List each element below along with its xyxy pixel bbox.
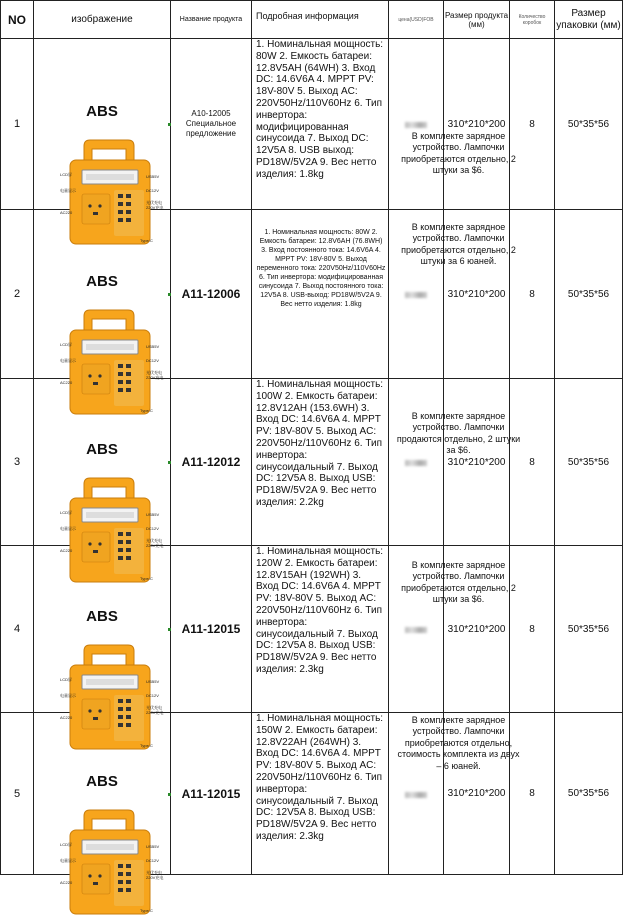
header-size: Размер продукта (мм) — [444, 1, 510, 39]
header-row — [1, 1, 623, 39]
package-size: 50*35*56 — [555, 713, 623, 875]
port-icon — [126, 707, 131, 711]
label-typec: Type-C — [140, 907, 153, 913]
accessory-note: В комплекте зарядное устройство. Лампочки приобретаются отдельно, стоимость комплекта из двух – 6 юаней. — [397, 714, 520, 771]
port-icon — [118, 372, 123, 376]
label-charge: 220V充电 — [146, 375, 164, 380]
package-size: 50*35*56 — [555, 39, 623, 210]
ac-socket — [82, 699, 110, 729]
material-label: ABS — [86, 273, 118, 290]
port-icon — [118, 388, 123, 392]
label-typec: Type-C — [140, 576, 153, 581]
port-icon — [126, 872, 131, 876]
socket-hole — [88, 874, 91, 877]
port-icon — [118, 364, 123, 368]
socket-hole — [88, 374, 91, 377]
label-meter: 电量显示 — [60, 857, 76, 863]
label-solar: 光伏充电 — [146, 538, 162, 543]
product-name-cell — [171, 713, 252, 875]
header-name: Название продукта — [171, 1, 252, 39]
socket-hole — [93, 882, 98, 885]
label-usb: USB5V — [146, 679, 160, 684]
label-usb: USB5V — [146, 344, 160, 349]
label-meter: 电量显示 — [60, 526, 76, 531]
label-dc: DC12V — [146, 526, 159, 531]
port-icon — [118, 540, 123, 544]
label-solar: 光伏充电 — [146, 370, 162, 375]
port-icon — [118, 532, 123, 536]
price-cell — [389, 379, 444, 546]
handle-shape — [84, 810, 134, 832]
cell-marker — [168, 461, 171, 464]
package-size: 50*35*56 — [555, 379, 623, 546]
header-image: изображение — [34, 1, 171, 39]
socket-hole — [98, 709, 101, 712]
port-icon — [118, 864, 123, 868]
label-usb: USB5V — [146, 512, 160, 517]
blurred-price — [405, 792, 427, 798]
port-icon — [126, 194, 131, 198]
port-icon — [118, 872, 123, 876]
accessory-note: В комплекте зарядное устройство. Лампочки приобретаются отдельно, 2 штуки за 6 юаней. — [401, 221, 516, 266]
product-name-cell — [171, 379, 252, 546]
socket-hole — [98, 204, 101, 207]
product-name: A11-12006 — [181, 287, 241, 301]
product-info: 1. Номинальная мощность: 150W 2. Емкость батареи: 12.8V22AH (264WH) 3. Вход DC: 14.6V6A 4. MPPT PV: 18V-80V 5. Выход AC: 220V50Hz/110V60Hz 6. Тип инвертора: синусоидальный 7. Выход DC: 12V5A 8. Выход USB: PD18W/5V2A 9. Вес нетто изделия: 2.3kg — [252, 713, 389, 875]
product-info: 1. Номинальная мощность: 100W 2. Емкость батареи: 12.8V12AH (153.6WH) 3. Вход DC: 14.6V6A 4. MPPT PV: 18V-80V 5. Выход AC: 220V50Hz/110V60Hz 6. Тип инвертора: синусоидальный 7. Выход DC: 12V5A 8. Выход USB: PD18W/5V2A 9. Вес нетто изделия: 2.2kg — [252, 379, 389, 546]
label-charge: 220V充电 — [146, 543, 164, 548]
socket-hole — [93, 717, 98, 720]
port-icon — [126, 210, 131, 214]
label-typec: Type-C — [140, 743, 153, 748]
power-station-image — [60, 474, 164, 586]
product-name: A10-12005 Специальное предложение — [185, 109, 237, 138]
product-info: 1. Номинальная мощность: 80W 2. Емкость батареи: 12.8V5AH (64WH) 3. Вход DC: 14.6V6A 4. MPPT PV: 18V-80V 5. Выход AC: 220V50Hz/110V60Hz 6. Тип инвертора: модифицированная синусоида 7. Выход DC: 12V5A 8. USB выход: PD18W/5V2A 9. Вес нетто изделия: 1.8kg — [252, 39, 389, 210]
label-solar: 光伏充电 — [146, 705, 162, 710]
lcd-display — [86, 512, 134, 518]
label-meter: 电量显示 — [60, 358, 76, 363]
product-name-cell — [171, 39, 252, 210]
port-icon — [118, 194, 123, 198]
product-info: 1. Номинальная мощность: 80W 2. Емкость батареи: 12.8V6AH (76.8WH) 3. Вход постоянного тока: 14.6V6A 4. MPPT PV: 18V-80V 5. Выход переменного тока: 220V50Hz/110V60Hz 6. Тип инвертора: модифицированная синусоида 7. Выход постоянного тока: 12V5A 8. USB-выход: PD18W/5V2A 9. Вес нетто изделия: 1.8kg — [252, 210, 389, 379]
label-dc: DC12V — [146, 188, 159, 193]
header-pack: Размер упаковки (мм) — [555, 1, 623, 39]
port-icon — [126, 364, 131, 368]
port-icon — [118, 715, 123, 719]
box-quantity: 8 — [510, 713, 555, 875]
label-usb: USB5V — [146, 843, 160, 849]
socket-hole — [88, 204, 91, 207]
port-icon — [118, 888, 123, 892]
package-size: 50*35*56 — [555, 546, 623, 713]
package-size: 50*35*56 — [555, 210, 623, 379]
port-icon — [126, 699, 131, 703]
label-lcd: LCD屏 — [60, 342, 73, 347]
port-icon — [118, 723, 123, 727]
row-number: 3 — [1, 379, 34, 546]
cell-marker — [168, 123, 171, 126]
label-solar: 光伏充电 — [146, 869, 162, 875]
header-info: Подробная информация — [252, 1, 389, 39]
row-number: 1 — [1, 39, 34, 210]
port-icon — [126, 723, 131, 727]
material-label: ABS — [86, 103, 118, 120]
product-size: 310*210*200 — [444, 210, 510, 379]
lcd-display — [86, 344, 134, 350]
product-name: A11-12015 — [181, 622, 241, 636]
material-label: ABS — [86, 608, 118, 625]
port-icon — [118, 218, 123, 222]
socket-hole — [98, 542, 101, 545]
product-image-cell — [34, 39, 171, 243]
handle-shape — [84, 310, 134, 332]
label-lcd: LCD屏 — [60, 677, 73, 682]
label-typec: Type-C — [140, 408, 153, 413]
price-value — [389, 785, 443, 803]
port-icon — [126, 388, 131, 392]
accessory-note: В комплекте зарядное устройство. Лампочки продаются отдельно, 2 штуки за $6. — [396, 410, 521, 455]
label-charge: 220V充电 — [146, 874, 164, 880]
label-ac: AC220 — [60, 548, 73, 553]
material-label: ABS — [86, 772, 118, 790]
table-row — [1, 39, 623, 210]
socket-hole — [93, 550, 98, 553]
price-cell — [389, 39, 444, 210]
product-name: A11-12012 — [181, 455, 241, 469]
header-qty: Количество коробок — [510, 1, 555, 39]
blurred-price — [405, 627, 427, 633]
port-icon — [118, 380, 123, 384]
lcd-display — [86, 174, 134, 180]
product-name-cell — [171, 210, 252, 379]
row-number: 5 — [1, 713, 34, 875]
label-dc: DC12V — [146, 693, 159, 698]
row-number: 2 — [1, 210, 34, 379]
port-icon — [126, 880, 131, 884]
row-number: 4 — [1, 546, 34, 713]
port-icon — [118, 556, 123, 560]
label-lcd: LCD屏 — [60, 172, 73, 177]
accessory-note: В комплекте зарядное устройство. Лампочки приобретаются отдельно, 2 штуки за $6. — [401, 559, 516, 604]
power-station-image — [60, 641, 164, 753]
cell-marker — [168, 293, 171, 296]
label-dc: DC12V — [146, 857, 159, 863]
handle-shape — [84, 645, 134, 667]
blurred-price — [405, 292, 427, 298]
port-icon — [118, 699, 123, 703]
label-meter: 电量显示 — [60, 693, 76, 698]
box-quantity: 8 — [510, 546, 555, 713]
port-icon — [126, 202, 131, 206]
port-icon — [118, 548, 123, 552]
port-icon — [126, 715, 131, 719]
socket-hole — [98, 874, 101, 877]
product-name: A11-12015 — [181, 786, 241, 801]
port-icon — [126, 372, 131, 376]
lcd-display — [86, 679, 134, 685]
product-size: 310*210*200 — [444, 379, 510, 546]
product-name-cell — [171, 546, 252, 713]
box-quantity: 8 — [510, 379, 555, 546]
label-ac: AC220 — [60, 715, 73, 720]
price-value — [389, 285, 443, 303]
label-ac: AC220 — [60, 879, 73, 885]
material-label: ABS — [86, 441, 118, 458]
ac-socket — [82, 532, 110, 562]
price-value — [389, 620, 443, 638]
socket-hole — [88, 709, 91, 712]
product-info: 1. Номинальная мощность: 120W 2. Емкость батареи: 12.8V15AH (192WH) 3. Вход DC: 14.6V6A 4. MPPT PV: 18V-80V 5. Выход AC: 220V50Hz/110V60Hz 6. Тип инвертора: синусоидальный 7. Выход DC: 12V5A 8. Выход USB: PD18W/5V2A 9. Вес нетто изделия: 2.3kg — [252, 546, 389, 713]
product-size: 310*210*200 — [444, 713, 510, 875]
port-icon — [118, 210, 123, 214]
port-icon — [126, 864, 131, 868]
header-no: NO — [1, 1, 34, 39]
port-icon — [126, 540, 131, 544]
power-station-image — [60, 306, 164, 418]
ac-socket — [82, 364, 110, 394]
box-quantity: 8 — [510, 210, 555, 379]
blurred-price — [405, 122, 427, 128]
label-ac: AC220 — [60, 380, 73, 385]
handle-shape — [84, 478, 134, 500]
header-price: цена(USD)FOB — [389, 1, 444, 39]
lcd-display — [86, 844, 134, 850]
product-size: 310*210*200 — [444, 546, 510, 713]
accessory-note: В комплекте зарядное устройство. Лампочки приобретаются отдельно, 2 штуки за $6. — [401, 130, 516, 175]
label-solar: 光伏充电 — [146, 200, 162, 205]
port-icon — [118, 202, 123, 206]
socket-hole — [98, 374, 101, 377]
label-lcd: LCD屏 — [60, 841, 73, 847]
cell-marker — [168, 793, 171, 796]
port-icon — [126, 218, 131, 222]
label-meter: 电量显示 — [60, 188, 76, 193]
power-station-image — [60, 136, 164, 248]
box-quantity: 8 — [510, 39, 555, 210]
label-dc: DC12V — [146, 358, 159, 363]
product-size: 310*210*200 — [444, 39, 510, 210]
ac-socket — [82, 864, 110, 894]
port-icon — [126, 556, 131, 560]
label-lcd: LCD屏 — [60, 510, 73, 515]
port-icon — [126, 532, 131, 536]
label-usb: USB5V — [146, 174, 160, 179]
port-icon — [126, 548, 131, 552]
label-charge: 220V充电 — [146, 710, 164, 715]
label-typec: Type-C — [140, 238, 153, 243]
socket-hole — [88, 542, 91, 545]
handle-shape — [84, 140, 134, 162]
port-icon — [118, 707, 123, 711]
label-ac: AC220 — [60, 210, 73, 215]
power-station-image — [60, 806, 164, 918]
ac-socket — [82, 194, 110, 224]
label-charge: 220V充电 — [146, 205, 164, 210]
port-icon — [118, 880, 123, 884]
socket-hole — [93, 382, 98, 385]
socket-hole — [93, 212, 98, 215]
port-icon — [126, 888, 131, 892]
port-icon — [126, 380, 131, 384]
blurred-price — [405, 460, 427, 466]
cell-marker — [168, 628, 171, 631]
